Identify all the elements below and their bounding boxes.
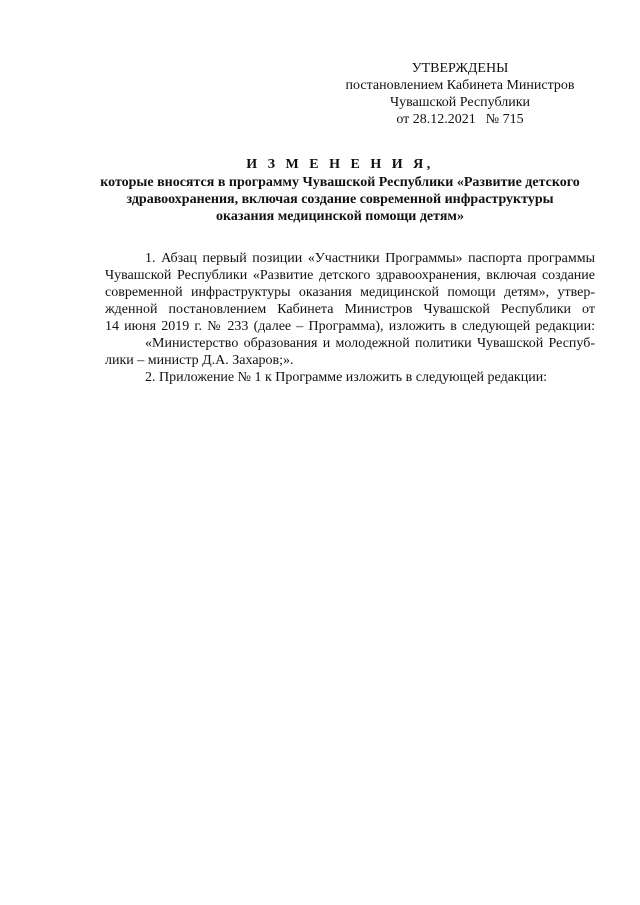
paragraph-1 xyxy=(105,250,595,335)
approval-authority: постановлением Кабинета Министров xyxy=(345,78,575,93)
heading-line-3: оказания медицинской помощи детям» xyxy=(216,209,464,224)
document-heading xyxy=(90,156,590,225)
approval-republic: Чувашской Республики xyxy=(389,95,531,110)
paragraph-1-line-1: 1. Абзац первый позиции «Участники Программы» паспорта программы xyxy=(145,251,595,266)
document-body xyxy=(105,250,595,386)
page-title: И З М Е Н Е Н И Я, xyxy=(246,157,434,172)
approval-date-line xyxy=(330,111,590,128)
paragraph-1-line-2: Чувашской Республики «Развитие детского здравоохранения, включая создание xyxy=(105,268,595,283)
paragraph-2 xyxy=(105,335,595,369)
approval-date: от 28.12.2021 xyxy=(396,112,476,127)
paragraph-1-line-3: современной инфраструктуры оказания медицинской помощи детям», утвер- xyxy=(105,285,595,300)
paragraph-1-line-4: жденной постановлением Кабинета Министров Чувашской Республики от xyxy=(105,302,595,317)
approval-title: УТВЕРЖДЕНЫ xyxy=(411,61,509,76)
approval-number: № 715 xyxy=(485,112,524,127)
approval-stamp xyxy=(330,60,590,128)
paragraph-2-line-1: «Министерство образования и молодежной политики Чувашской Респуб- xyxy=(145,336,595,351)
paragraph-3-line-1: 2. Приложение № 1 к Программе изложить в следующей редакции: xyxy=(145,370,548,385)
paragraph-3 xyxy=(105,369,595,386)
paragraph-1-line-5: 14 июня 2019 г. № 233 (далее – Программа), изложить в следующей редакции: xyxy=(105,319,595,334)
heading-line-2: здравоохранения, включая создание современной инфраструктуры xyxy=(126,192,554,207)
heading-line-1: которые вносятся в программу Чувашской Республики «Развитие детского xyxy=(100,175,580,190)
paragraph-2-line-2: лики – министр Д.А. Захаров;». xyxy=(105,353,294,368)
